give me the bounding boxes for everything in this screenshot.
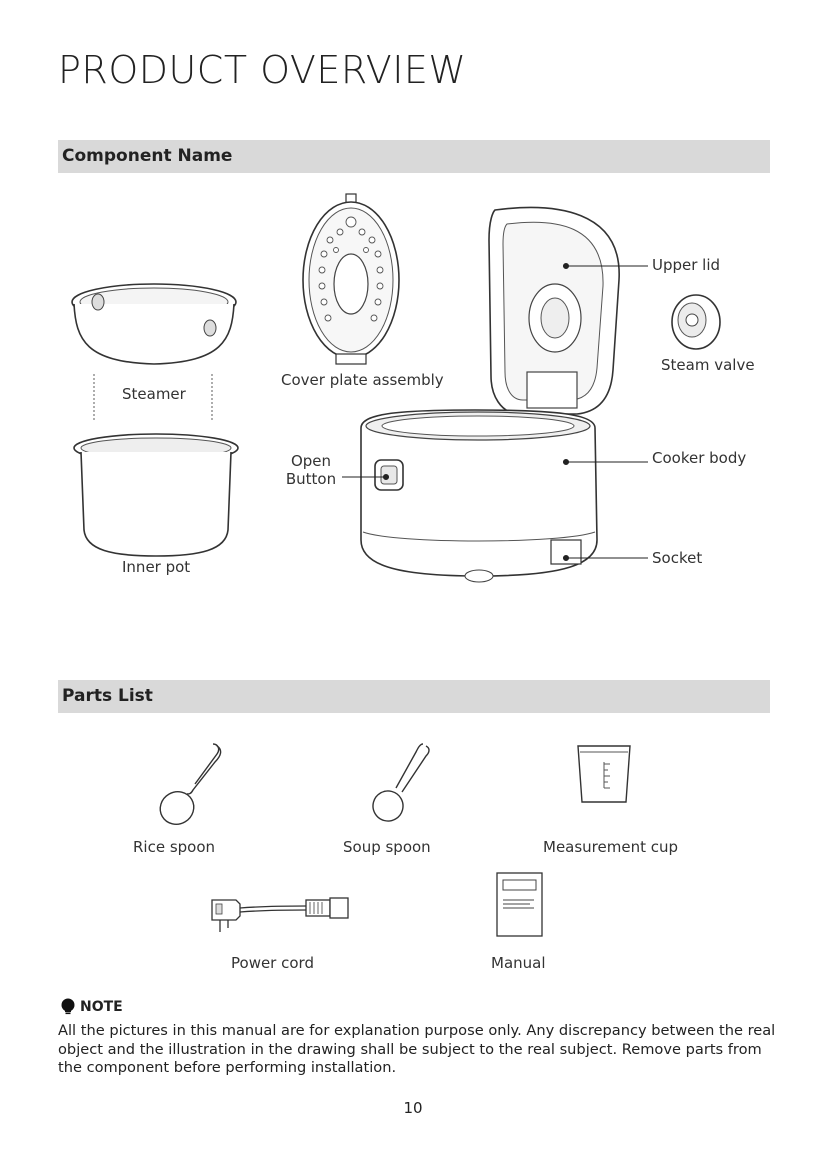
note-heading-text: NOTE xyxy=(80,998,123,1015)
power-cord-label: Power cord xyxy=(231,954,314,972)
open-button-label-line1: Open xyxy=(290,452,332,470)
soup-spoon-label: Soup spoon xyxy=(343,838,431,856)
page-number: 10 xyxy=(403,1099,423,1117)
note-heading xyxy=(60,998,123,1015)
socket-label: Socket xyxy=(652,549,703,567)
cooker-body-label: Cooker body xyxy=(652,449,747,467)
steam-valve-label: Steam valve xyxy=(661,356,755,374)
rice-spoon-illustration xyxy=(155,742,227,828)
page-title: PRODUCT OVERVIEW xyxy=(58,48,467,92)
parts-section-heading: Parts List xyxy=(62,686,153,706)
lightbulb-icon xyxy=(60,998,76,1015)
parts-section-bar xyxy=(58,680,770,713)
cover-plate-label: Cover plate assembly xyxy=(281,371,444,389)
steamer-label: Steamer xyxy=(122,385,186,403)
manual-illustration xyxy=(496,872,544,938)
measurement-cup-illustration xyxy=(576,744,632,804)
power-cord-illustration xyxy=(206,888,356,934)
upper-lid-label: Upper lid xyxy=(652,256,721,274)
note-text: All the pictures in this manual are for explanation purpose only. Any discrepancy between the real object and the illustration in the drawing shall be subject to the real subject. Remove parts from the component before performing installation. xyxy=(58,1022,776,1076)
open-button-label xyxy=(272,452,350,488)
soup-spoon-illustration xyxy=(368,742,434,828)
inner-pot-label: Inner pot xyxy=(122,558,191,576)
rice-spoon-label: Rice spoon xyxy=(133,838,216,856)
measurement-cup-label: Measurement cup xyxy=(543,838,679,856)
manual-label: Manual xyxy=(491,954,546,972)
open-button-label-line2: Button xyxy=(285,470,337,488)
component-section-heading: Component Name xyxy=(62,146,233,166)
